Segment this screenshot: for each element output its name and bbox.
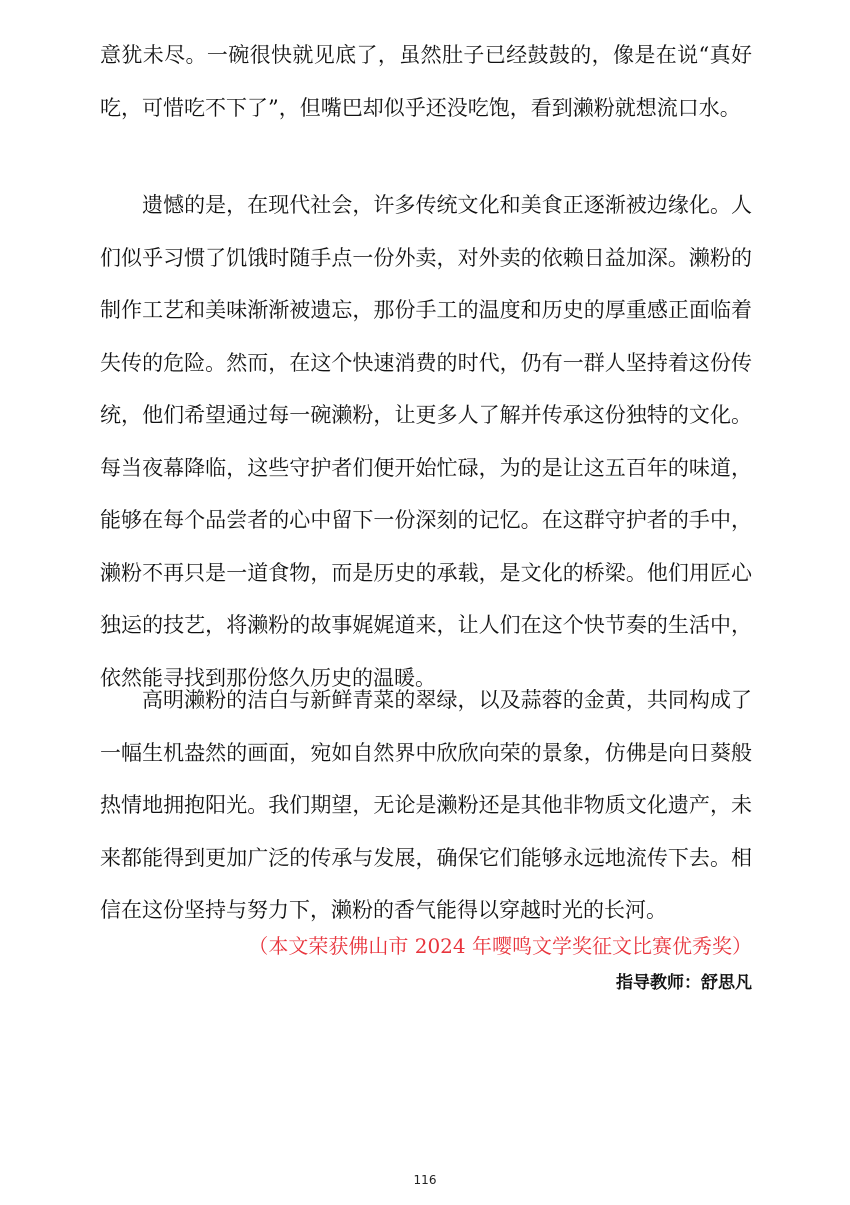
teacher-credit: 指导教师：舒思凡 <box>616 973 752 993</box>
paragraph-1: 意犹未尽。一碗很快就见底了，虽然肚子已经鼓鼓的，像是在说“真好吃，可惜吃不下了”，但嘴巴却似乎还没吃饱，看到濑粉就想流口水。 <box>100 43 752 120</box>
paragraph-3: 高明濑粉的洁白与新鲜青菜的翠绿，以及蒜蓉的金黄，共同构成了一幅生机盎然的画面，宛如自然界中欣欣向荣的景象，仿佛是向日葵般热情地拥抱阳光。我们期望，无论是濑粉还是其他非物质文化遗产，未来都能得到更加广泛的传承与发展，确保它们能够永远地流传下去。相信在这份坚持与努力下，濑粉的香气能得以穿越时光的长河。 <box>100 688 752 922</box>
paragraph-2: 遗憾的是，在现代社会，许多传统文化和美食正逐渐被边缘化。人们似乎习惯了饥饿时随手点一份外卖，对外卖的依赖日益加深。濑粉的制作工艺和美味渐渐被遗忘，那份手工的温度和历史的厚重感正面临着失传的危险。然而，在这个快速消费的时代，仍有一群人坚持着这份传统，他们希望通过每一碗濑粉，让更多人了解并传承这份独特的文化。每当夜幕降临，这些守护者们便开始忙碌，为的是让这五百年的味道，能够在每个品尝者的心中留下一份深刻的记忆。在这群守护者的手中，濑粉不再只是一道食物，而是历史的承载，是文化的桥梁。他们用匠心独运的技艺，将濑粉的故事娓娓道来，让人们在这个快节奏的生活中，依然能寻找到那份悠久历史的温暖。 <box>100 193 752 690</box>
page-number: 116 <box>413 1173 437 1187</box>
award-note: （本文荣获佛山市 2024 年嘤鸣文学奖征文比赛优秀奖） <box>248 934 752 958</box>
